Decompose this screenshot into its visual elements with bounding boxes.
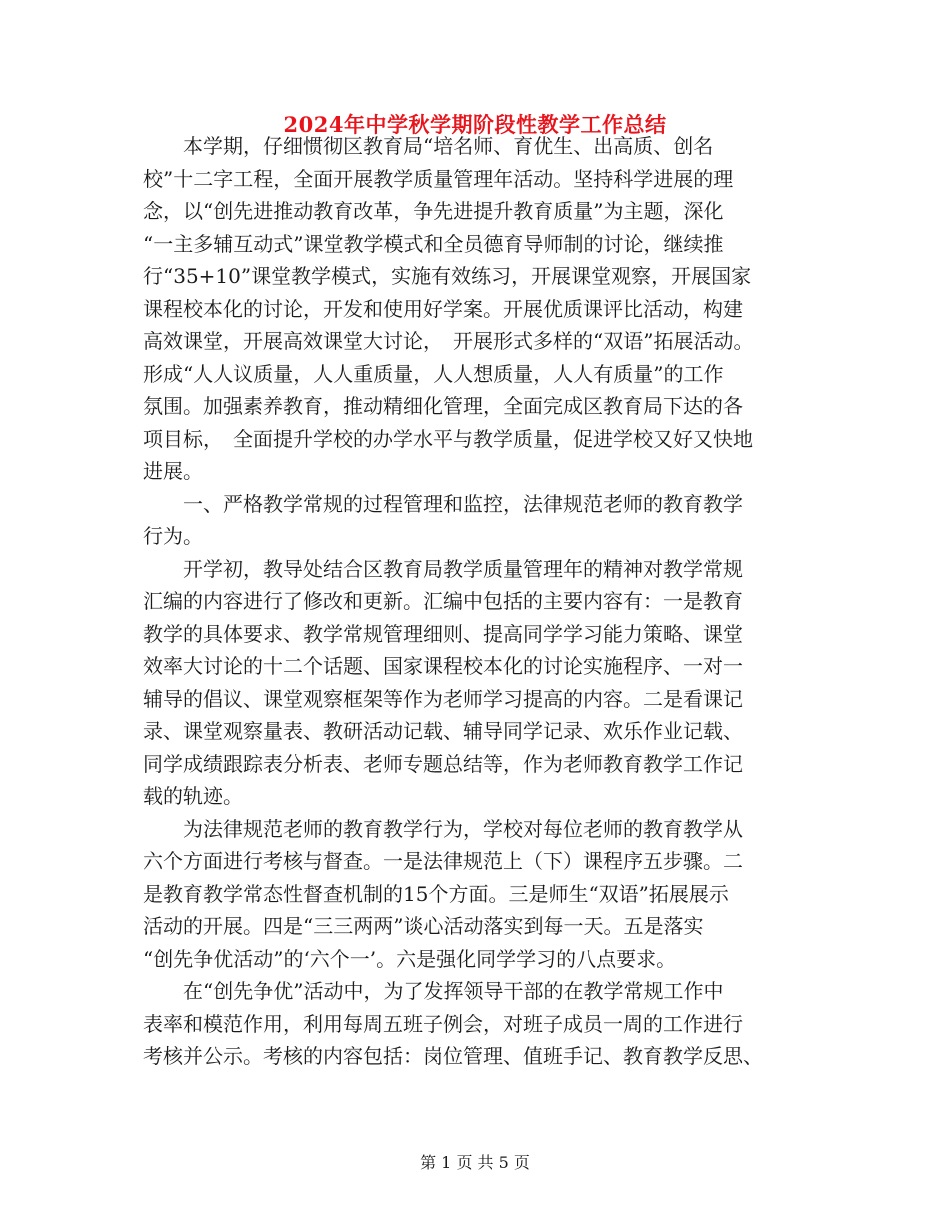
text-line: 表率和模范作用，利用每周五班子例会，对班子成员一周的工作进行 xyxy=(143,1011,743,1036)
text-line: 念，以“创先进推动教育改革，争先进提升教育质量”为主题，深化 xyxy=(143,199,724,223)
text-line: 本学期，仔细惯彻区教育局“培名师、育优生、出高质、创名 xyxy=(143,134,714,158)
text-line: 效率大讨论的十二个话题、国家课程校本化的讨论实施程序、一对一 xyxy=(143,654,743,678)
text-line: 课程校本化的讨论，开发和使用好学案。开展优质课评比活动，构建 xyxy=(143,296,743,321)
text-line: 在“创先争优”活动中，为了发挥领导干部的在教学常规工作中 xyxy=(143,979,724,1003)
text-line: “一主多辅互动式”课堂教学模式和全员德育导师制的讨论，继续推 xyxy=(143,231,724,256)
text-line: 同学成绩跟踪表分析表、老师专题总结等，作为老师教育教学工作记 xyxy=(143,751,743,776)
text-line: 活动的开展。四是“三三两两”谈心活动落实到每一天。五是落实 xyxy=(143,914,704,938)
text-line: 辅导的倡议、课堂观察框架等作为老师学习提高的内容。二是看课记 xyxy=(143,686,743,711)
text-line: 氛围。加强素养教育，推动精细化管理，全面完成区教育局下达的各 xyxy=(143,394,743,418)
text-line: 一、严格教学常规的过程管理和监控，法律规范老师的教育教学 xyxy=(143,491,743,516)
text-line: 高效课堂，开展高效课堂大讨论， 开展形式多样的“双语”拓展活动。 xyxy=(143,329,754,353)
text-line: 为法律规范老师的教育教学行为，学校对每位老师的教育教学从 xyxy=(143,816,743,841)
text-line: 行为。 xyxy=(143,524,203,548)
text-line: 校”十二字工程，全面开展教学质量管理年活动。坚持科学进展的理 xyxy=(143,166,734,191)
text-line: 行“35+10”课堂教学模式，实施有效练习，开展课堂观察，开展国家 xyxy=(143,264,752,288)
text-line: 教学的具体要求、教学常规管理细则、提高同学学习能力策略、课堂 xyxy=(143,621,743,646)
document-title: 2024年中学秋学期阶段性教学工作总结 xyxy=(283,112,667,137)
page-footer: 第 1 页 共 5 页 xyxy=(420,1153,530,1172)
text-line: 考核并公示。考核的内容包括：岗位管理、值班手记、教育教学反思、 xyxy=(143,1044,763,1068)
text-line: 汇编的内容进行了修改和更新。汇编中包括的主要内容有：一是教育 xyxy=(143,589,743,613)
text-line: 是教育教学常态性督查机制的15个方面。三是师生“双语”拓展展示 xyxy=(143,881,729,906)
text-line: 载的轨迹。 xyxy=(143,784,243,808)
text-line: 开学初，教导处结合区教育局教学质量管理年的精神对教学常规 xyxy=(143,556,743,581)
text-line: 形成“人人议质量，人人重质量，人人想质量，人人有质量”的工作 xyxy=(143,361,724,386)
text-line: 录、课堂观察量表、教研活动记载、辅导同学记录、欢乐作业记载、 xyxy=(143,719,743,743)
text-line: 六个方面进行考核与督查。一是法律规范上（下）课程序五步骤。二 xyxy=(143,849,743,873)
text-line: 进展。 xyxy=(143,459,203,483)
text-line: “创先争优活动”的‘六个一’。六是强化同学学习的八点要求。 xyxy=(143,946,677,971)
text-line: 项目标， 全面提升学校的办学水平与教学质量，促进学校又好又快地 xyxy=(143,426,753,451)
document-body xyxy=(143,130,809,1073)
